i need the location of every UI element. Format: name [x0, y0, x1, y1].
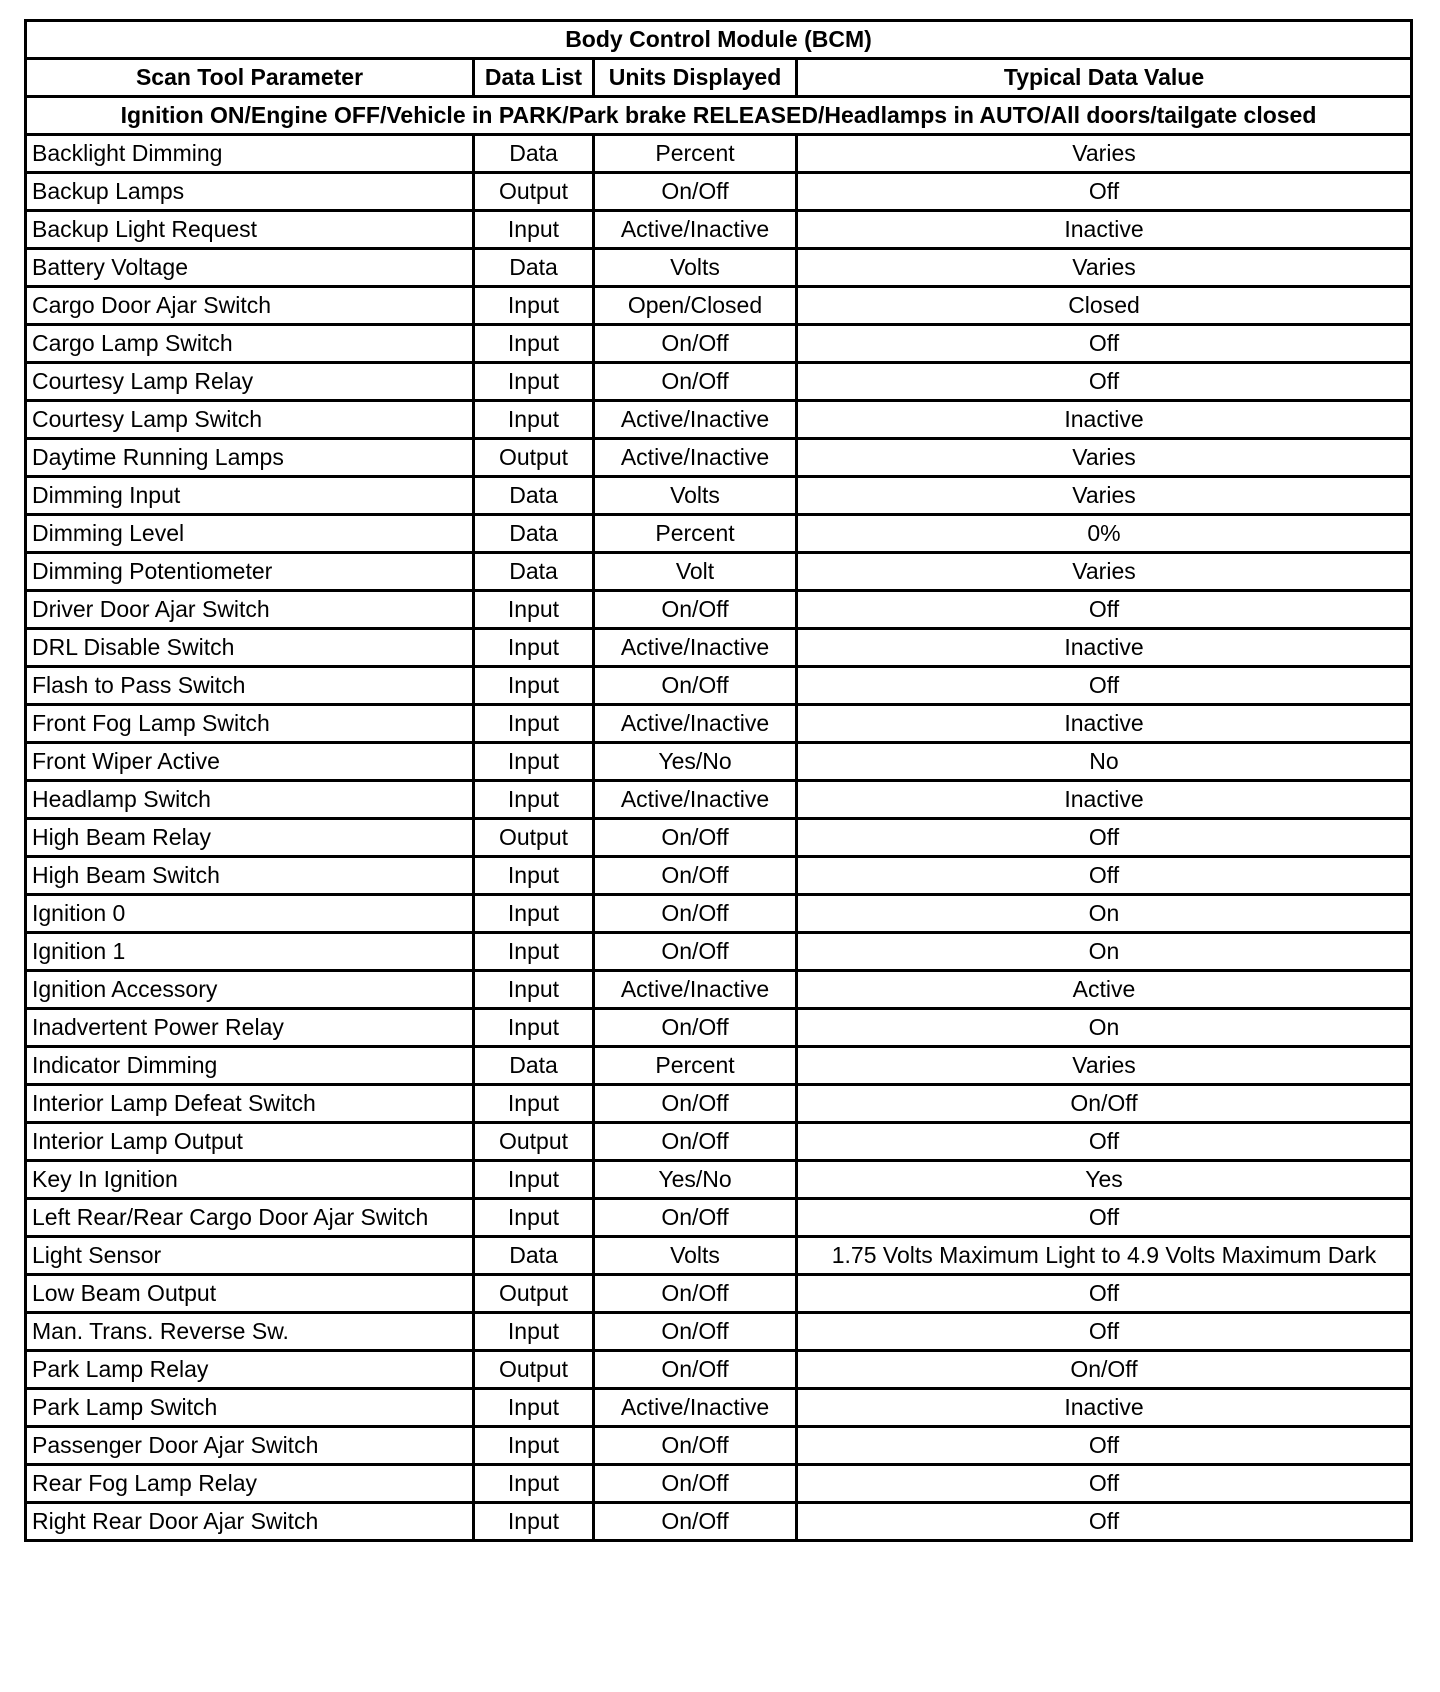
typical-value-cell: Active: [797, 971, 1412, 1009]
units-cell: On/Off: [594, 173, 797, 211]
data-list-cell: Data: [474, 477, 594, 515]
units-cell: On/Off: [594, 895, 797, 933]
data-list-cell: Input: [474, 743, 594, 781]
table-row: [26, 249, 1412, 287]
typical-value-cell: Varies: [797, 249, 1412, 287]
parameter-cell: Left Rear/Rear Cargo Door Ajar Switch: [26, 1199, 474, 1237]
data-list-cell: Input: [474, 1161, 594, 1199]
table-row: [26, 667, 1412, 705]
table-row: [26, 781, 1412, 819]
units-cell: On/Off: [594, 1199, 797, 1237]
units-cell: On/Off: [594, 667, 797, 705]
units-cell: On/Off: [594, 1351, 797, 1389]
data-list-cell: Input: [474, 1199, 594, 1237]
table-row: [26, 1351, 1412, 1389]
data-list-cell: Input: [474, 211, 594, 249]
parameter-cell: Rear Fog Lamp Relay: [26, 1465, 474, 1503]
typical-value-cell: Off: [797, 325, 1412, 363]
data-list-cell: Input: [474, 1389, 594, 1427]
parameter-cell: Ignition 0: [26, 895, 474, 933]
units-cell: Yes/No: [594, 743, 797, 781]
parameter-cell: Right Rear Door Ajar Switch: [26, 1503, 474, 1541]
units-cell: On/Off: [594, 591, 797, 629]
units-cell: Yes/No: [594, 1161, 797, 1199]
data-list-cell: Output: [474, 1351, 594, 1389]
data-list-cell: Data: [474, 515, 594, 553]
test-condition: Ignition ON/Engine OFF/Vehicle in PARK/Park brake RELEASED/Headlamps in AUTO/All doors/tailgate closed: [26, 97, 1412, 135]
units-cell: Active/Inactive: [594, 781, 797, 819]
units-cell: Active/Inactive: [594, 971, 797, 1009]
typical-value-cell: Inactive: [797, 211, 1412, 249]
typical-value-cell: Off: [797, 1313, 1412, 1351]
table-row: [26, 705, 1412, 743]
parameter-cell: Light Sensor: [26, 1237, 474, 1275]
column-header-units: Units Displayed: [594, 59, 797, 97]
typical-value-cell: Off: [797, 819, 1412, 857]
units-cell: Open/Closed: [594, 287, 797, 325]
typical-value-cell: On/Off: [797, 1351, 1412, 1389]
typical-value-cell: Inactive: [797, 629, 1412, 667]
data-list-cell: Input: [474, 895, 594, 933]
units-cell: Volts: [594, 249, 797, 287]
typical-value-cell: No: [797, 743, 1412, 781]
typical-value-cell: On: [797, 895, 1412, 933]
table-row: [26, 591, 1412, 629]
parameter-cell: Daytime Running Lamps: [26, 439, 474, 477]
table-row: [26, 325, 1412, 363]
data-list-cell: Input: [474, 705, 594, 743]
parameter-cell: Backlight Dimming: [26, 135, 474, 173]
typical-value-cell: Inactive: [797, 401, 1412, 439]
typical-value-cell: On/Off: [797, 1085, 1412, 1123]
typical-value-cell: Off: [797, 857, 1412, 895]
parameter-cell: Man. Trans. Reverse Sw.: [26, 1313, 474, 1351]
table-row: [26, 515, 1412, 553]
typical-value-cell: Inactive: [797, 705, 1412, 743]
units-cell: On/Off: [594, 325, 797, 363]
units-cell: On/Off: [594, 857, 797, 895]
units-cell: Volts: [594, 477, 797, 515]
parameter-cell: Courtesy Lamp Relay: [26, 363, 474, 401]
typical-value-cell: 0%: [797, 515, 1412, 553]
units-cell: Active/Inactive: [594, 401, 797, 439]
parameter-cell: Park Lamp Relay: [26, 1351, 474, 1389]
data-list-cell: Input: [474, 857, 594, 895]
parameter-cell: Cargo Door Ajar Switch: [26, 287, 474, 325]
typical-value-cell: Off: [797, 1275, 1412, 1313]
units-cell: Percent: [594, 135, 797, 173]
table-row: [26, 895, 1412, 933]
typical-value-cell: Yes: [797, 1161, 1412, 1199]
data-list-cell: Input: [474, 1085, 594, 1123]
table-row: [26, 1389, 1412, 1427]
table-row: [26, 743, 1412, 781]
condition-row: [26, 97, 1412, 135]
units-cell: On/Off: [594, 819, 797, 857]
table-row: [26, 477, 1412, 515]
units-cell: Active/Inactive: [594, 629, 797, 667]
parameter-cell: Ignition Accessory: [26, 971, 474, 1009]
units-cell: On/Off: [594, 1275, 797, 1313]
table-row: [26, 1085, 1412, 1123]
column-header-parameter: Scan Tool Parameter: [26, 59, 474, 97]
data-list-cell: Input: [474, 1465, 594, 1503]
column-header-data-list: Data List: [474, 59, 594, 97]
table-row: [26, 211, 1412, 249]
data-list-cell: Output: [474, 173, 594, 211]
data-list-cell: Output: [474, 1123, 594, 1161]
parameter-cell: Headlamp Switch: [26, 781, 474, 819]
parameter-cell: Key In Ignition: [26, 1161, 474, 1199]
units-cell: On/Off: [594, 363, 797, 401]
table-row: [26, 401, 1412, 439]
typical-value-cell: Off: [797, 363, 1412, 401]
parameter-cell: Interior Lamp Defeat Switch: [26, 1085, 474, 1123]
table-row: [26, 1313, 1412, 1351]
units-cell: On/Off: [594, 1009, 797, 1047]
table-row: [26, 1427, 1412, 1465]
units-cell: On/Off: [594, 1313, 797, 1351]
table-title: Body Control Module (BCM): [26, 21, 1412, 59]
data-list-cell: Input: [474, 325, 594, 363]
table-row: [26, 287, 1412, 325]
units-cell: Active/Inactive: [594, 211, 797, 249]
table-row: [26, 629, 1412, 667]
table-row: [26, 1047, 1412, 1085]
data-list-cell: Data: [474, 1047, 594, 1085]
units-cell: Volt: [594, 553, 797, 591]
parameter-cell: DRL Disable Switch: [26, 629, 474, 667]
units-cell: Percent: [594, 1047, 797, 1085]
table-row: [26, 1275, 1412, 1313]
units-cell: On/Off: [594, 933, 797, 971]
parameter-cell: Dimming Input: [26, 477, 474, 515]
parameter-cell: Ignition 1: [26, 933, 474, 971]
data-list-cell: Input: [474, 401, 594, 439]
table-row: [26, 1237, 1412, 1275]
table-row: [26, 135, 1412, 173]
parameter-cell: Courtesy Lamp Switch: [26, 401, 474, 439]
data-list-cell: Input: [474, 1009, 594, 1047]
units-cell: On/Off: [594, 1427, 797, 1465]
data-list-cell: Input: [474, 629, 594, 667]
units-cell: Active/Inactive: [594, 705, 797, 743]
typical-value-cell: Off: [797, 1199, 1412, 1237]
table-row: [26, 173, 1412, 211]
parameter-cell: Battery Voltage: [26, 249, 474, 287]
table-row: [26, 1123, 1412, 1161]
parameter-cell: Backup Light Request: [26, 211, 474, 249]
data-list-cell: Input: [474, 971, 594, 1009]
parameter-cell: Interior Lamp Output: [26, 1123, 474, 1161]
data-list-cell: Input: [474, 591, 594, 629]
parameter-cell: Front Wiper Active: [26, 743, 474, 781]
data-list-cell: Input: [474, 781, 594, 819]
table-title-row: [26, 21, 1412, 59]
parameter-cell: Park Lamp Switch: [26, 1389, 474, 1427]
bcm-data-table: [24, 19, 1413, 1542]
typical-value-cell: Off: [797, 1123, 1412, 1161]
parameter-cell: Inadvertent Power Relay: [26, 1009, 474, 1047]
typical-value-cell: Off: [797, 1427, 1412, 1465]
typical-value-cell: On: [797, 1009, 1412, 1047]
parameter-cell: Dimming Potentiometer: [26, 553, 474, 591]
units-cell: Active/Inactive: [594, 439, 797, 477]
typical-value-cell: Inactive: [797, 781, 1412, 819]
typical-value-cell: Varies: [797, 1047, 1412, 1085]
parameter-cell: High Beam Switch: [26, 857, 474, 895]
table-row: [26, 363, 1412, 401]
table-row: [26, 933, 1412, 971]
table-body: [26, 135, 1412, 1541]
units-cell: On/Off: [594, 1123, 797, 1161]
parameter-cell: Flash to Pass Switch: [26, 667, 474, 705]
table-row: [26, 857, 1412, 895]
data-list-cell: Input: [474, 1313, 594, 1351]
units-cell: On/Off: [594, 1503, 797, 1541]
table-row: [26, 819, 1412, 857]
units-cell: Volts: [594, 1237, 797, 1275]
typical-value-cell: Off: [797, 591, 1412, 629]
table-row: [26, 1465, 1412, 1503]
typical-value-cell: Off: [797, 1465, 1412, 1503]
parameter-cell: Indicator Dimming: [26, 1047, 474, 1085]
typical-value-cell: Off: [797, 667, 1412, 705]
data-list-cell: Data: [474, 553, 594, 591]
data-list-cell: Data: [474, 1237, 594, 1275]
typical-value-cell: Varies: [797, 553, 1412, 591]
table-row: [26, 553, 1412, 591]
data-list-cell: Input: [474, 667, 594, 705]
units-cell: Percent: [594, 515, 797, 553]
parameter-cell: Low Beam Output: [26, 1275, 474, 1313]
table-row: [26, 971, 1412, 1009]
data-list-cell: Input: [474, 1427, 594, 1465]
column-header-typical-value: Typical Data Value: [797, 59, 1412, 97]
table-row: [26, 1503, 1412, 1541]
data-list-cell: Input: [474, 363, 594, 401]
typical-value-cell: Closed: [797, 287, 1412, 325]
parameter-cell: Driver Door Ajar Switch: [26, 591, 474, 629]
table-row: [26, 1009, 1412, 1047]
typical-value-cell: Off: [797, 173, 1412, 211]
parameter-cell: High Beam Relay: [26, 819, 474, 857]
column-header-row: [26, 59, 1412, 97]
parameter-cell: Backup Lamps: [26, 173, 474, 211]
data-list-cell: Data: [474, 135, 594, 173]
table-row: [26, 439, 1412, 477]
data-list-cell: Output: [474, 819, 594, 857]
parameter-cell: Front Fog Lamp Switch: [26, 705, 474, 743]
parameter-cell: Cargo Lamp Switch: [26, 325, 474, 363]
typical-value-cell: Varies: [797, 439, 1412, 477]
typical-value-cell: Varies: [797, 477, 1412, 515]
table-row: [26, 1161, 1412, 1199]
parameter-cell: Dimming Level: [26, 515, 474, 553]
table-row: [26, 1199, 1412, 1237]
units-cell: On/Off: [594, 1085, 797, 1123]
typical-value-cell: 1.75 Volts Maximum Light to 4.9 Volts Maximum Dark: [797, 1237, 1412, 1275]
data-list-cell: Input: [474, 933, 594, 971]
data-list-cell: Data: [474, 249, 594, 287]
typical-value-cell: Varies: [797, 135, 1412, 173]
units-cell: On/Off: [594, 1465, 797, 1503]
typical-value-cell: Off: [797, 1503, 1412, 1541]
parameter-cell: Passenger Door Ajar Switch: [26, 1427, 474, 1465]
data-list-cell: Output: [474, 439, 594, 477]
units-cell: Active/Inactive: [594, 1389, 797, 1427]
data-list-cell: Input: [474, 287, 594, 325]
typical-value-cell: On: [797, 933, 1412, 971]
data-list-cell: Input: [474, 1503, 594, 1541]
typical-value-cell: Inactive: [797, 1389, 1412, 1427]
data-list-cell: Output: [474, 1275, 594, 1313]
